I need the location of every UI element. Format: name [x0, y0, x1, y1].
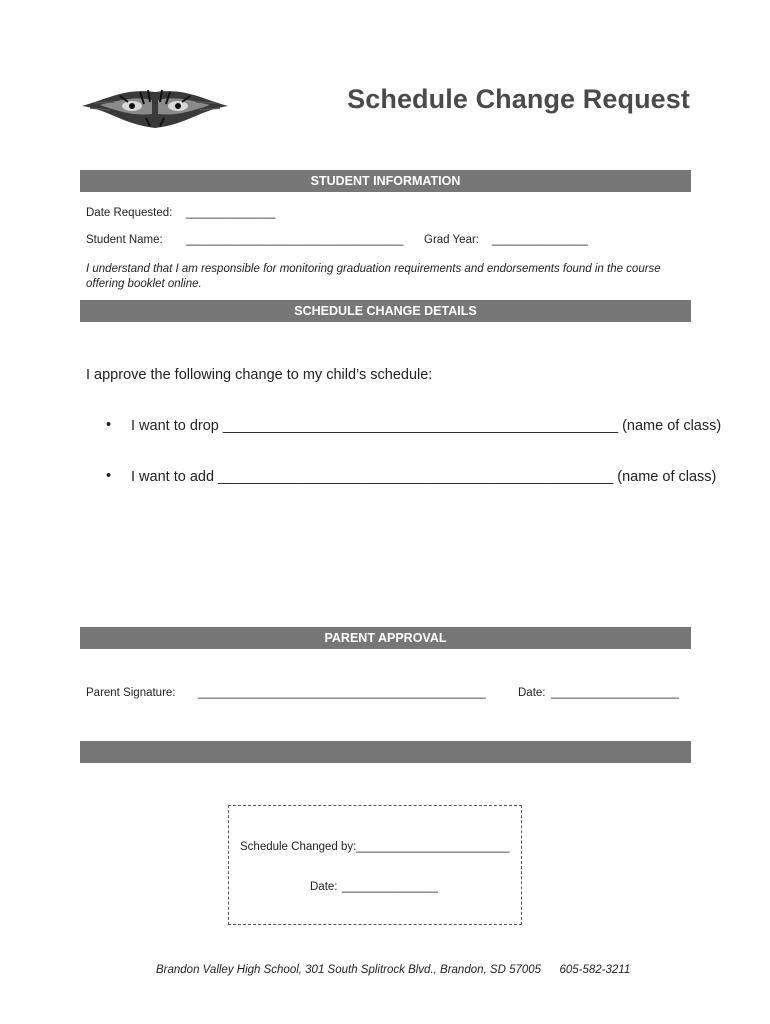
parent-date-field[interactable]: ____________________ — [551, 687, 679, 699]
schedule-changed-by-label: Schedule Changed by: — [240, 841, 357, 853]
grad-year-field[interactable]: _______________ — [492, 234, 588, 246]
grad-year-label: Grad Year: — [424, 234, 479, 246]
footer — [156, 964, 630, 976]
date-requested-field[interactable]: ______________ — [186, 207, 276, 219]
office-use-bar — [80, 741, 691, 763]
drop-label: I want to drop — [131, 418, 219, 434]
parent-approval-header: PARENT APPROVAL — [80, 627, 691, 649]
page-title: Schedule Change Request — [347, 84, 690, 114]
footer-address: Brandon Valley High School, 301 South Splitrock Blvd., Brandon, SD 57005 — [156, 964, 542, 976]
tiger-eyes-logo — [80, 84, 230, 132]
office-date-field[interactable]: _______________ — [342, 881, 438, 893]
student-name-field[interactable]: __________________________________ — [186, 234, 404, 246]
student-name-label: Student Name: — [86, 234, 163, 246]
schedule-changed-by-field[interactable]: ________________________ — [356, 841, 510, 853]
responsibility-statement-line1: I understand that I am responsible for monitoring graduation requirements and endorsements found in the course — [86, 263, 661, 275]
add-row — [131, 469, 716, 485]
drop-suffix: (name of class) — [622, 418, 722, 434]
drop-class-field[interactable]: _________________________________________________ — [222, 418, 619, 434]
office-date-label: Date: — [310, 881, 338, 893]
responsibility-statement-line2: offering booklet online. — [86, 278, 202, 290]
drop-row — [131, 418, 721, 434]
approve-statement: I approve the following change to my child’s schedule: — [86, 367, 433, 383]
parent-date-label: Date: — [518, 687, 546, 699]
schedule-change-details-header: SCHEDULE CHANGE DETAILS — [80, 300, 691, 322]
bullet-icon: • — [106, 417, 112, 433]
date-requested-label: Date Requested: — [86, 207, 173, 219]
student-information-header: STUDENT INFORMATION — [80, 170, 691, 192]
parent-signature-field[interactable]: _____________________________________________ — [198, 687, 486, 699]
bullet-icon: • — [106, 468, 112, 484]
office-use-box — [228, 805, 522, 925]
responsibility-statement — [86, 262, 686, 292]
tiger-eyes-icon — [80, 84, 230, 132]
parent-signature-label: Parent Signature: — [86, 687, 176, 699]
footer-phone: 605-582-3211 — [559, 964, 631, 976]
add-suffix: (name of class) — [617, 469, 717, 485]
add-label: I want to add — [131, 469, 215, 485]
add-class-field[interactable]: _________________________________________________ — [218, 469, 614, 485]
